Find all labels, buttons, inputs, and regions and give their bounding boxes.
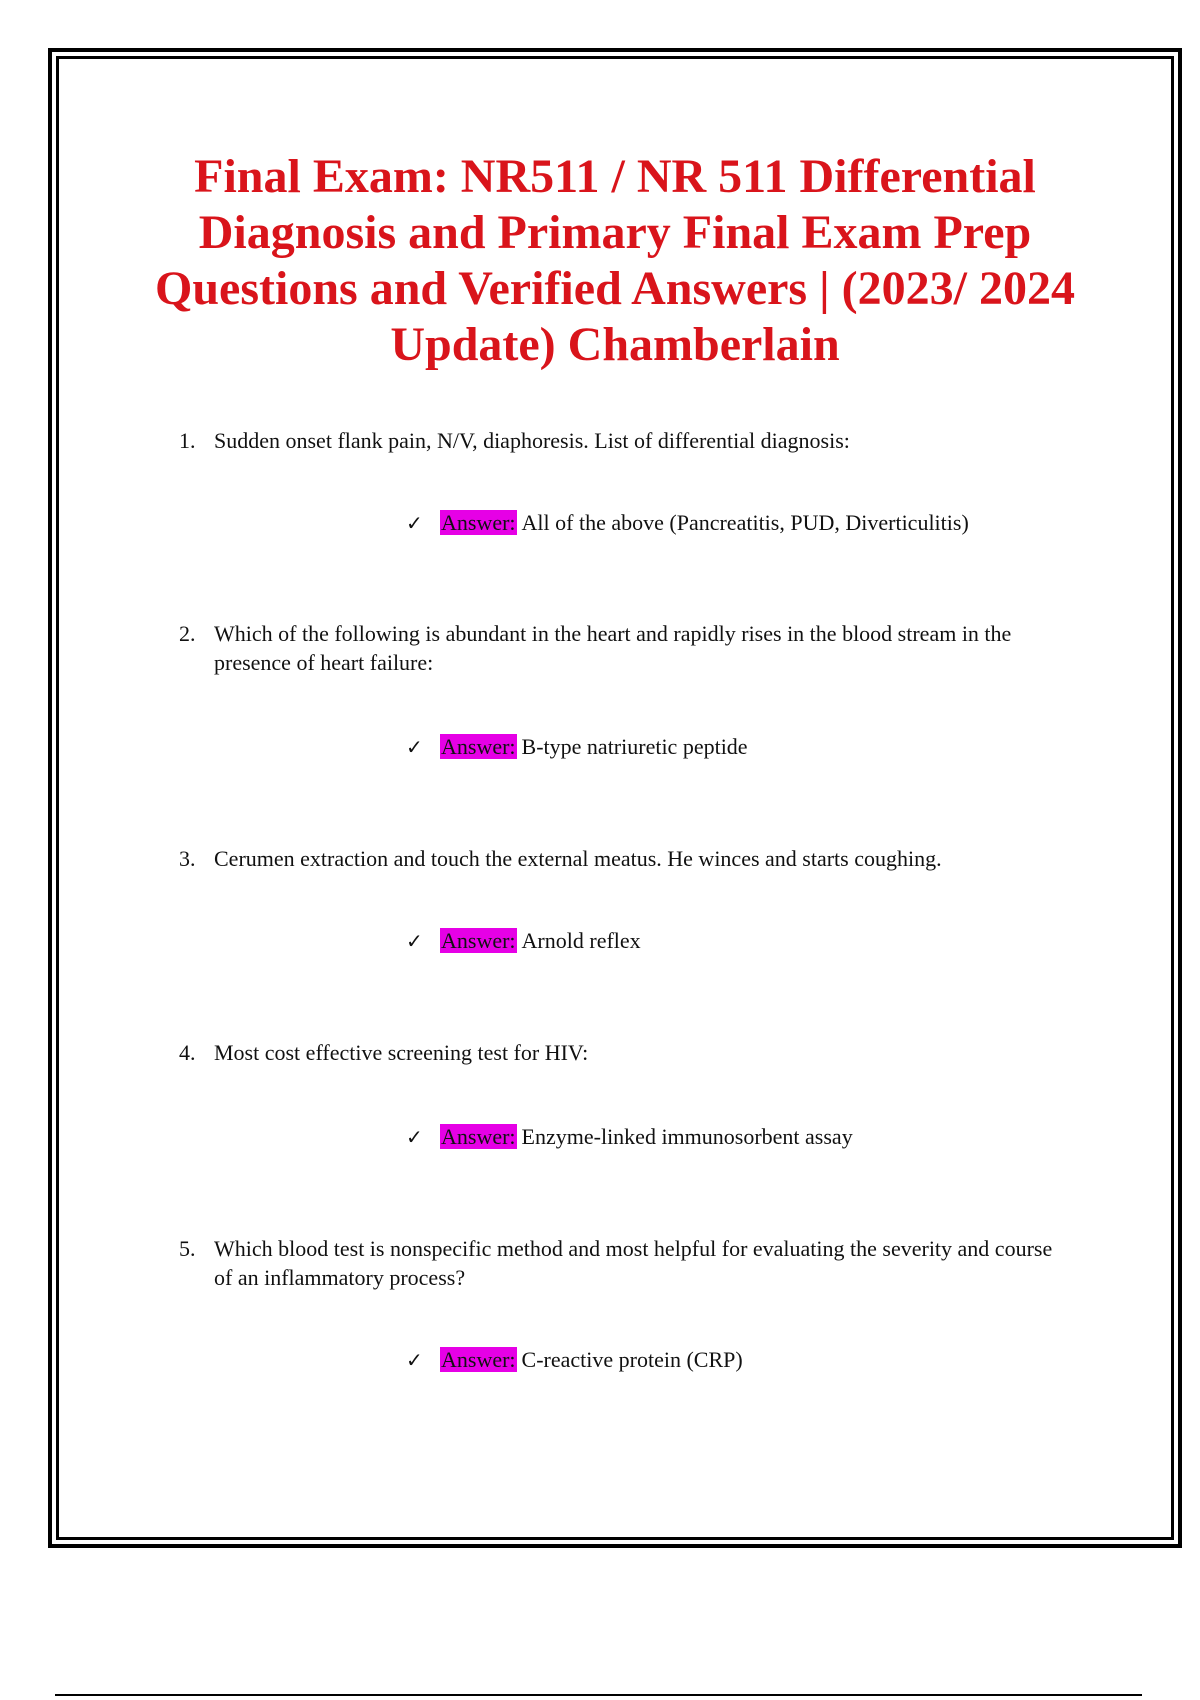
answer-label: Answer: [441, 1347, 516, 1372]
question-list [59, 59, 1171, 1537]
question-text: Sudden onset flank pain, N/V, diaphoresis. List of differential diagnosis: [214, 428, 850, 453]
answer-text: B-type natriuretic peptide [521, 734, 748, 759]
question-number: 1. [179, 428, 196, 453]
checkmark-icon: ✓ [406, 1125, 423, 1149]
document-title: Final Exam: NR511 / NR 511 Differential Diagnosis and Primary Final Exam Prep Questions and Verified Answers | (2023/ 2024 Update) Chamberlain [155, 150, 1075, 371]
question-number: 2. [179, 621, 196, 646]
answer-text: All of the above (Pancreatitis, PUD, Diverticulitis) [521, 510, 969, 535]
checkmark-icon: ✓ [406, 1348, 423, 1372]
page-border [48, 48, 1182, 1548]
checkmark-icon: ✓ [406, 735, 423, 759]
checkmark-icon: ✓ [406, 511, 423, 535]
footer-divider [55, 1694, 1142, 1696]
answer-1 [406, 508, 969, 538]
answer-5 [406, 1345, 743, 1375]
question-text: Which blood test is nonspecific method and most helpful for evaluating the severity and course of an inflammatory process? [214, 1236, 1053, 1290]
answer-2 [406, 732, 748, 762]
answer-4 [406, 1122, 853, 1152]
question-number: 3. [179, 846, 196, 871]
question-text: Cerumen extraction and touch the external meatus. He winces and starts coughing. [214, 846, 942, 871]
question-text: Which of the following is abundant in the heart and rapidly rises in the blood stream in the presence of heart failure: [214, 621, 1012, 675]
checkmark-icon: ✓ [406, 929, 423, 953]
answer-label: Answer: [441, 734, 516, 759]
question-text: Most cost effective screening test for HIV: [214, 1040, 589, 1065]
answer-label: Answer: [441, 928, 516, 953]
answer-label: Answer: [441, 510, 516, 535]
question-4 [179, 1038, 1059, 1067]
question-number: 5. [179, 1236, 196, 1261]
answer-text: Arnold reflex [521, 928, 641, 953]
question-1 [179, 426, 1059, 455]
question-2 [179, 619, 1059, 677]
answer-text: C-reactive protein (CRP) [521, 1347, 743, 1372]
answer-label: Answer: [441, 1124, 516, 1149]
question-5 [179, 1234, 1059, 1292]
answer-text: Enzyme-linked immunosorbent assay [521, 1124, 853, 1149]
question-number: 4. [179, 1040, 196, 1065]
question-3 [179, 844, 1059, 873]
page-border-inner [56, 56, 1174, 1540]
answer-3 [406, 926, 641, 956]
